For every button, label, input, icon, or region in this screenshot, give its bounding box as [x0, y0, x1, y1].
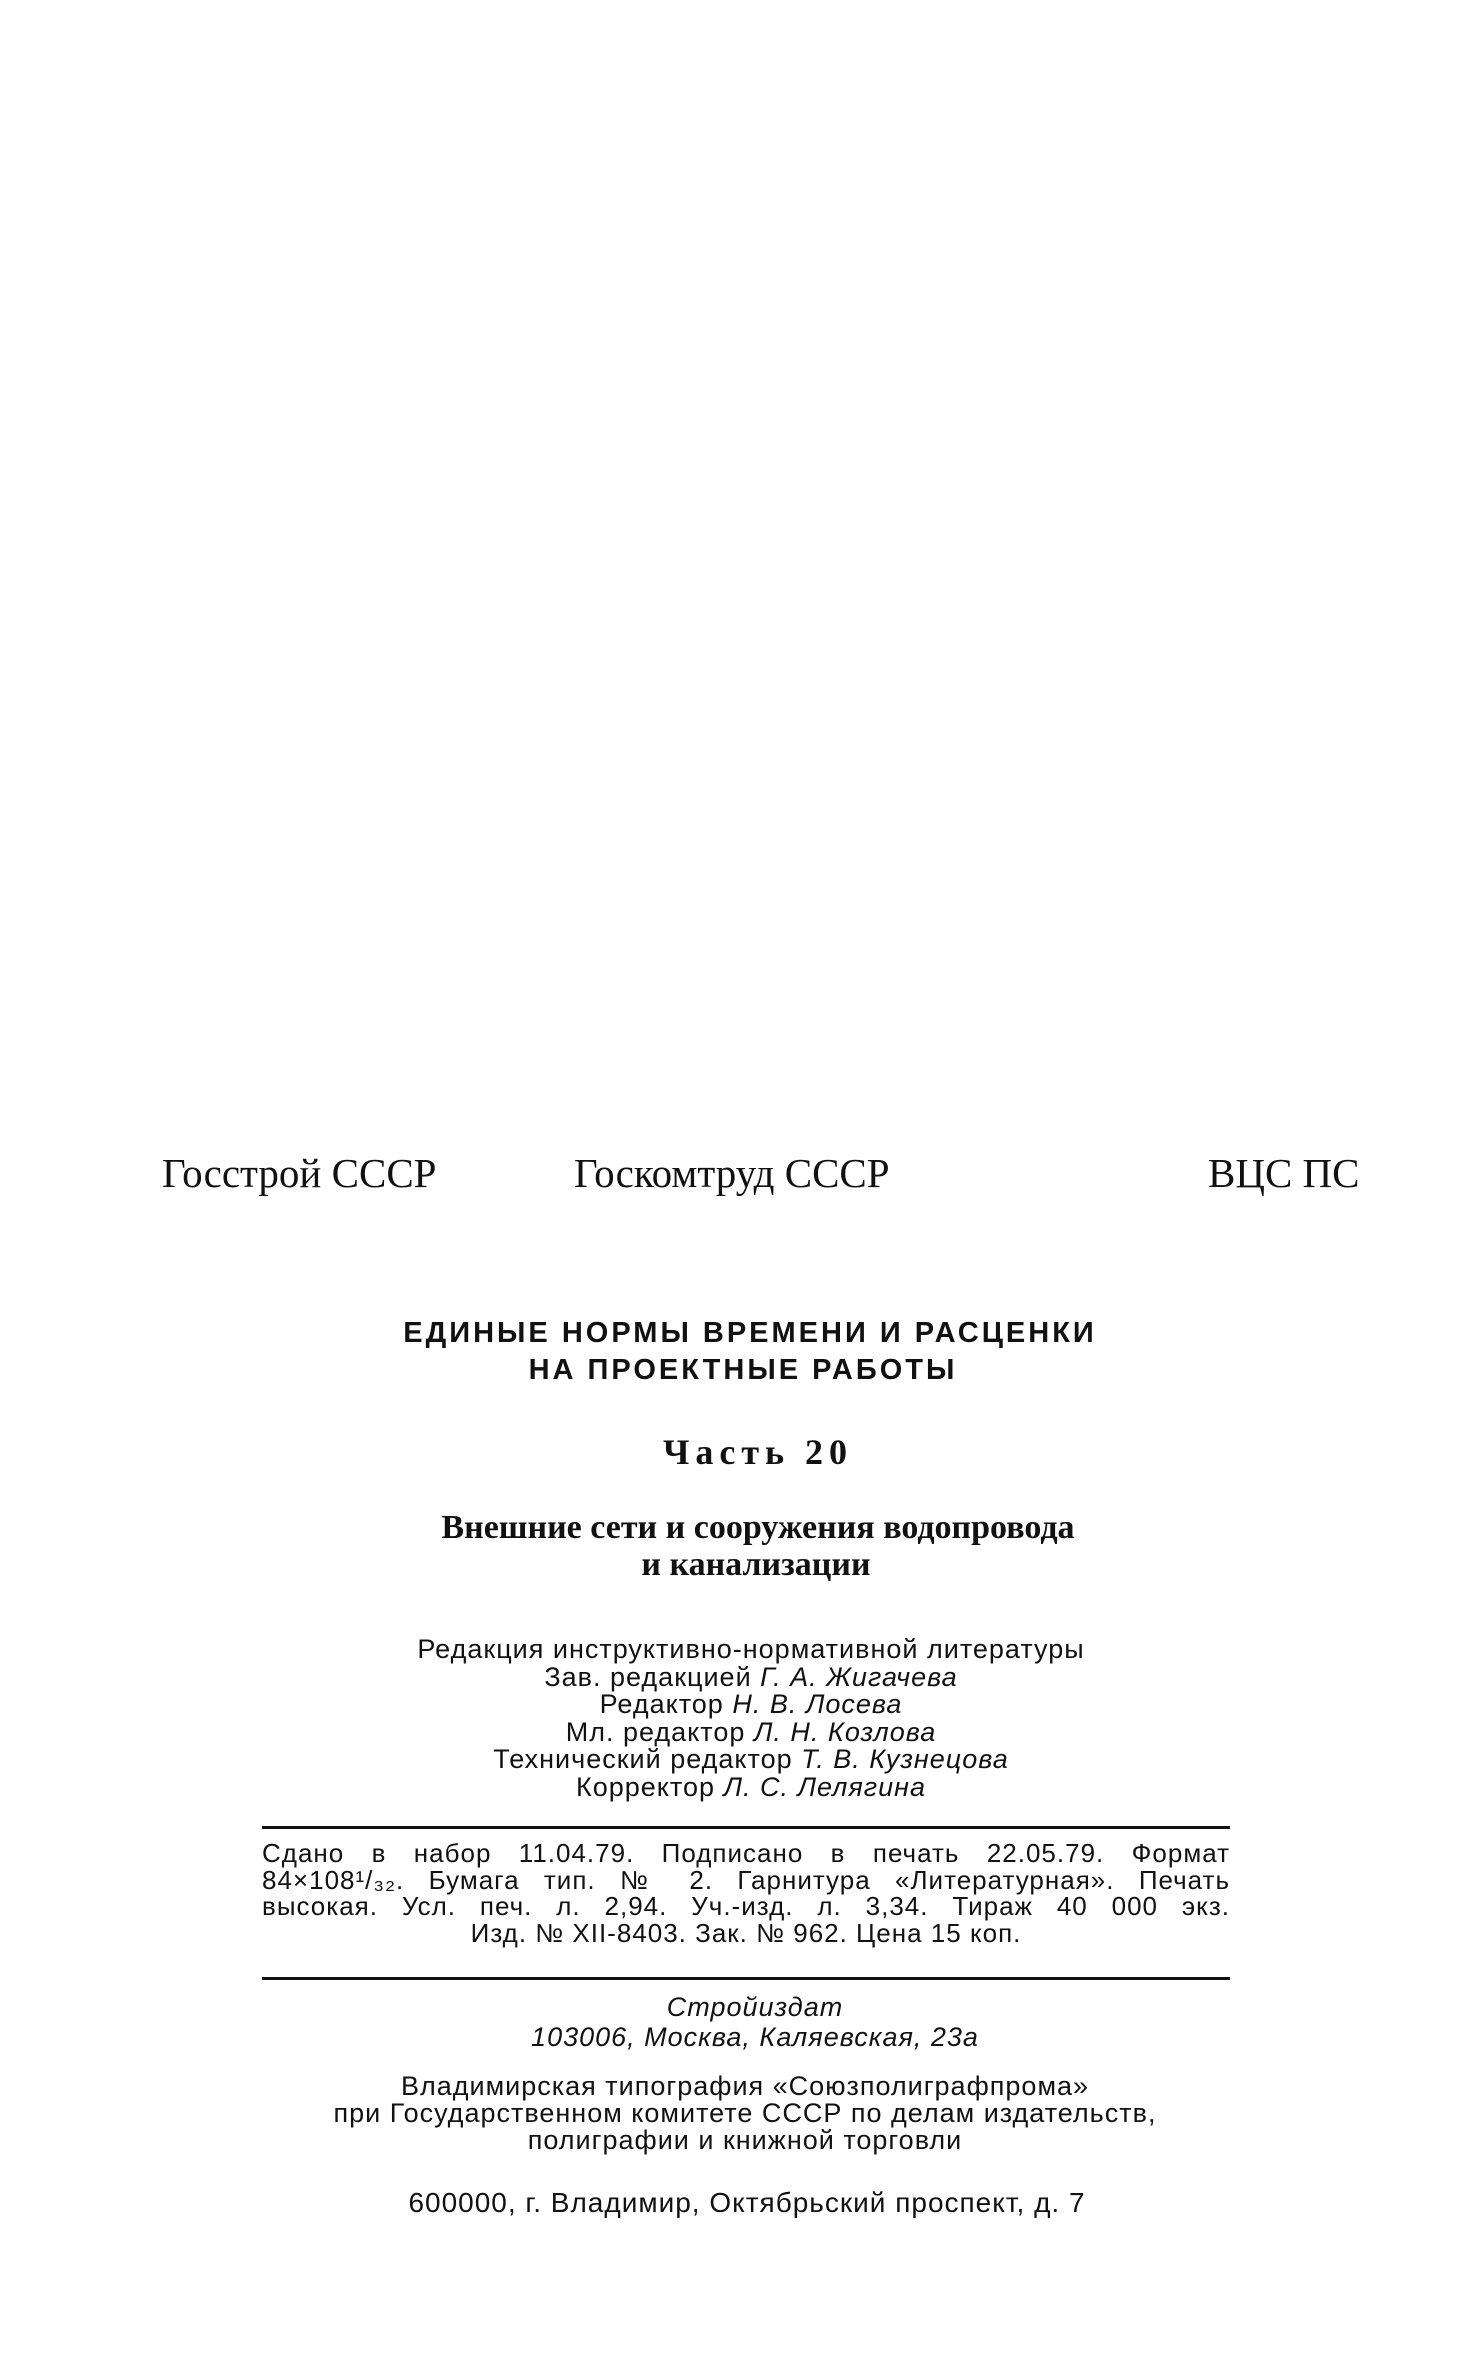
credit-role: Редактор	[599, 1689, 724, 1719]
imprint-line-1: Сдано в набор 11.04.79. Подписано в печать 22.05.79. Формат	[262, 1838, 1230, 1868]
imprint-block	[262, 1840, 1230, 1946]
organization-vtsps: ВЦС ПС	[1208, 1150, 1360, 1196]
printer-line-3: полиграфии и книжной торговли	[527, 2125, 963, 2155]
credit-name: Л. С. Лелягина	[723, 1771, 927, 1802]
divider-bottom	[262, 1977, 1230, 1980]
part-number: Часть 20	[662, 1432, 854, 1472]
credit-head-of-office	[26, 1661, 1476, 1692]
part-subtitle-line-1: Внешние сети и сооружения водопровода	[441, 1509, 1075, 1546]
credit-name: Т. В. Кузнецова	[801, 1744, 1009, 1774]
printer-line-1: Владимирская типография «Союзполиграфпрома»	[400, 2071, 1090, 2101]
part-subtitle-line-2: и канализации	[641, 1546, 871, 1583]
credit-editor	[26, 1691, 1476, 1719]
document-title-line-2: НА ПРОЕКТНЫЕ РАБОТЫ	[528, 1354, 958, 1386]
divider-top	[262, 1826, 1230, 1829]
publisher-name: Стройиздат	[666, 1992, 844, 2022]
credit-proofreader	[26, 1771, 1476, 1802]
credit-role: Зав. редакцией	[544, 1661, 752, 1692]
organization-gosstroy: Госстрой СССР	[162, 1150, 437, 1196]
publisher-address: 103006, Москва, Каляевская, 23а	[531, 2022, 979, 2052]
editorial-credits	[0, 1636, 1476, 1801]
imprint-line-2: 84×108¹/₃₂. Бумага тип. № 2. Гарнитура «Литературная». Печать	[262, 1864, 1230, 1895]
editorial-office: Редакция инструктивно-нормативной литературы	[417, 1634, 1085, 1664]
document-title-line-1: ЕДИНЫЕ НОРМЫ ВРЕМЕНИ И РАСЦЕНКИ	[403, 1317, 1097, 1349]
credit-name: Н. В. Лосева	[732, 1689, 903, 1719]
publisher-block	[0, 1992, 1476, 2052]
credit-role: Мл. редактор	[565, 1716, 746, 1747]
printer-line-2: при Государственном комитете СССР по делам издательств,	[333, 2098, 1157, 2128]
credit-technical-editor	[26, 1746, 1476, 1774]
credit-name: Л. Н. Козлова	[753, 1716, 937, 1747]
credit-role: Технический редактор	[493, 1744, 793, 1774]
printer-address: 600000, г. Владимир, Октябрьский проспект, д. 7	[408, 2187, 1086, 2218]
imprint-line-3: высокая. Усл. печ. л. 2,94. Уч.-изд. л. 3,34. Тираж 40 000 экз.	[262, 1891, 1230, 1921]
imprint-line-4: Изд. № XII-8403. Зак. № 962. Цена 15 коп.	[470, 1917, 1022, 1948]
credit-junior-editor	[26, 1716, 1476, 1747]
organization-goskomtrud: Госкомтруд СССР	[574, 1150, 890, 1196]
printer-block	[0, 2073, 1476, 2154]
credit-name: Г. А. Жигачева	[760, 1661, 958, 1692]
credit-role: Корректор	[575, 1771, 715, 1802]
